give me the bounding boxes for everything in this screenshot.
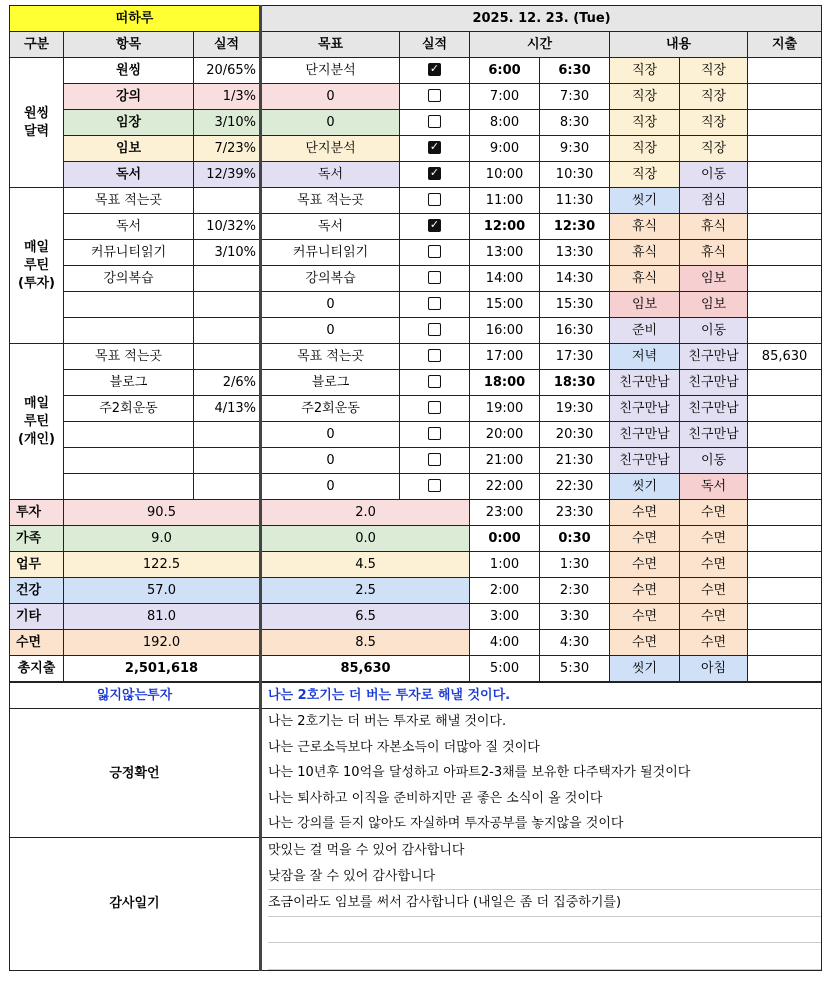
- schedule-row: [10, 84, 822, 110]
- done-checkbox[interactable]: [428, 271, 441, 284]
- content-first-half[interactable]: 저녁: [610, 344, 680, 370]
- col-expense-header: 지출: [748, 32, 822, 58]
- expense-cell[interactable]: [748, 188, 822, 214]
- expense-cell[interactable]: [748, 396, 822, 422]
- time-start: 4:00: [470, 630, 540, 656]
- done-checkbox[interactable]: [428, 453, 441, 466]
- time-end: 4:30: [540, 630, 610, 656]
- time-end: 0:30: [540, 526, 610, 552]
- goal-cell[interactable]: 0: [261, 292, 400, 318]
- content-second-half[interactable]: 이동: [680, 162, 748, 188]
- time-end: 9:30: [540, 136, 610, 162]
- category-group-label: 매일 루틴 (개인): [10, 344, 64, 500]
- habit-item[interactable]: [64, 474, 194, 500]
- time-start: 10:00: [470, 162, 540, 188]
- date-header-cell: [261, 6, 822, 32]
- summary-value[interactable]: 90.5: [64, 500, 261, 526]
- schedule-row: [10, 292, 822, 318]
- total-label: 총지출: [10, 656, 64, 682]
- expense-cell[interactable]: [748, 58, 822, 84]
- expense-cell[interactable]: [748, 110, 822, 136]
- habit-item[interactable]: 독서: [64, 214, 194, 240]
- time-end: 3:30: [540, 604, 610, 630]
- habit-result[interactable]: [194, 188, 261, 214]
- goal-cell[interactable]: 강의복습: [261, 266, 400, 292]
- content-first-half[interactable]: 수면: [610, 578, 680, 604]
- done-cell: [400, 266, 470, 292]
- expense-cell[interactable]: [748, 266, 822, 292]
- expense-cell[interactable]: [748, 474, 822, 500]
- content-first-half[interactable]: 직장: [610, 110, 680, 136]
- expense-cell[interactable]: 85,630: [748, 344, 822, 370]
- content-second-half[interactable]: 직장: [680, 84, 748, 110]
- content-second-half[interactable]: 수면: [680, 578, 748, 604]
- content-first-half[interactable]: 수면: [610, 526, 680, 552]
- expense-cell[interactable]: [748, 448, 822, 474]
- expense-cell[interactable]: [748, 552, 822, 578]
- time-end: 23:30: [540, 500, 610, 526]
- affirmation-line[interactable]: 나는 근로소득보다 자본소득이 더많아 질 것이다: [268, 739, 540, 755]
- time-start: 0:00: [470, 526, 540, 552]
- schedule-row: [10, 266, 822, 292]
- done-cell: [400, 370, 470, 396]
- expense-cell[interactable]: [748, 604, 822, 630]
- done-cell: [400, 448, 470, 474]
- habit-result[interactable]: 1/3%: [194, 84, 261, 110]
- content-first-half[interactable]: 준비: [610, 318, 680, 344]
- expense-cell[interactable]: [748, 578, 822, 604]
- time-end: 20:30: [540, 422, 610, 448]
- schedule-row: [10, 448, 822, 474]
- expense-cell[interactable]: [748, 136, 822, 162]
- done-checkbox[interactable]: [428, 245, 441, 258]
- summary-label: 업무: [10, 552, 64, 578]
- content-second-half[interactable]: 이동: [680, 448, 748, 474]
- goal-cell[interactable]: 0: [261, 448, 400, 474]
- done-checkbox[interactable]: ✓: [429, 218, 440, 231]
- schedule-row: [10, 344, 822, 370]
- schedule-row: [10, 630, 822, 656]
- time-start: 9:00: [470, 136, 540, 162]
- time-start: 14:00: [470, 266, 540, 292]
- gratitude-line[interactable]: 낮잠을 잘 수 있어 감사합니다: [268, 864, 821, 891]
- done-cell: [400, 318, 470, 344]
- content-second-half[interactable]: 독서: [680, 474, 748, 500]
- summary-label: 기타: [10, 604, 64, 630]
- habit-result[interactable]: [194, 292, 261, 318]
- col-result-header: 실적: [194, 32, 261, 58]
- expense-cell[interactable]: [748, 162, 822, 188]
- time-end: 11:30: [540, 188, 610, 214]
- content-second-half[interactable]: 친구만남: [680, 422, 748, 448]
- content-first-half[interactable]: 휴식: [610, 214, 680, 240]
- content-second-half[interactable]: 직장: [680, 110, 748, 136]
- time-end: 2:30: [540, 578, 610, 604]
- schedule-row: [10, 474, 822, 500]
- content-second-half[interactable]: 수면: [680, 526, 748, 552]
- investment-label: 잃지않는투자: [10, 683, 261, 709]
- summary-goal[interactable]: 2.0: [261, 500, 470, 526]
- expense-cell[interactable]: [748, 84, 822, 110]
- habit-result[interactable]: 4/13%: [194, 396, 261, 422]
- total-goal[interactable]: 85,630: [261, 656, 470, 682]
- done-checkbox[interactable]: [428, 427, 441, 440]
- affirmation-label: 긍정확언: [10, 709, 261, 838]
- done-checkbox[interactable]: [428, 323, 441, 336]
- content-second-half[interactable]: 수면: [680, 604, 748, 630]
- schedule-row: [10, 136, 822, 162]
- time-start: 13:00: [470, 240, 540, 266]
- goal-cell[interactable]: 0: [261, 474, 400, 500]
- time-end: 6:30: [540, 58, 610, 84]
- content-second-half[interactable]: 점심: [680, 188, 748, 214]
- habit-result[interactable]: 10/32%: [194, 214, 261, 240]
- investment-statement[interactable]: 나는 2호기는 더 버는 투자로 해낼 것이다.: [261, 683, 822, 709]
- time-start: 1:00: [470, 552, 540, 578]
- content-first-half[interactable]: 임보: [610, 292, 680, 318]
- content-first-half[interactable]: 직장: [610, 136, 680, 162]
- habit-result[interactable]: [194, 422, 261, 448]
- content-first-half[interactable]: 친구만남: [610, 422, 680, 448]
- time-start: 6:00: [470, 58, 540, 84]
- done-checkbox[interactable]: [428, 479, 441, 492]
- expense-cell[interactable]: [748, 240, 822, 266]
- gratitude-line[interactable]: [268, 917, 821, 944]
- done-checkbox[interactable]: [428, 89, 441, 102]
- content-first-half[interactable]: 수면: [610, 604, 680, 630]
- goal-cell[interactable]: 0: [261, 422, 400, 448]
- content-first-half[interactable]: 직장: [610, 58, 680, 84]
- content-second-half[interactable]: 수면: [680, 630, 748, 656]
- planner-table: [9, 5, 822, 682]
- expense-cell[interactable]: [748, 370, 822, 396]
- time-start: 23:00: [470, 500, 540, 526]
- time-start: 12:00: [470, 214, 540, 240]
- col-content-header: 내용: [610, 32, 748, 58]
- habit-item[interactable]: 주2회운동: [64, 396, 194, 422]
- summary-label: 건강: [10, 578, 64, 604]
- time-end: 14:30: [540, 266, 610, 292]
- content-second-half[interactable]: 휴식: [680, 240, 748, 266]
- col-time-header: 시간: [470, 32, 610, 58]
- time-start: 22:00: [470, 474, 540, 500]
- habit-result[interactable]: 7/23%: [194, 136, 261, 162]
- schedule-row: [10, 110, 822, 136]
- content-second-half[interactable]: 임보: [680, 292, 748, 318]
- schedule-row: [10, 396, 822, 422]
- content-first-half[interactable]: 수면: [610, 630, 680, 656]
- expense-cell[interactable]: [748, 656, 822, 682]
- planner-title-cell: [10, 6, 261, 32]
- done-cell: [400, 292, 470, 318]
- time-start: 7:00: [470, 84, 540, 110]
- gratitude-line[interactable]: 조금이라도 임보를 써서 감사합니다 (내일은 좀 더 집중하기를): [268, 890, 821, 917]
- goal-cell[interactable]: 0: [261, 84, 400, 110]
- schedule-row: [10, 500, 822, 526]
- habit-item[interactable]: 원씽: [64, 58, 194, 84]
- time-start: 19:00: [470, 396, 540, 422]
- col-done-header: 실적: [400, 32, 470, 58]
- affirmation-line[interactable]: 나는 퇴사하고 이직을 준비하지만 곧 좋은 소식이 올 것이다: [268, 790, 603, 806]
- habit-item[interactable]: 임장: [64, 110, 194, 136]
- done-checkbox[interactable]: ✓: [429, 62, 440, 75]
- habit-result[interactable]: 20/65%: [194, 58, 261, 84]
- category-group-label: 원씽 달력: [10, 58, 64, 188]
- content-first-half[interactable]: 수면: [610, 552, 680, 578]
- time-start: 17:00: [470, 344, 540, 370]
- expense-cell[interactable]: [748, 292, 822, 318]
- expense-cell[interactable]: [748, 526, 822, 552]
- habit-item[interactable]: [64, 292, 194, 318]
- schedule-row: [10, 656, 822, 682]
- done-cell: [400, 396, 470, 422]
- content-first-half[interactable]: 휴식: [610, 240, 680, 266]
- daily-planner-sheet: [9, 5, 821, 971]
- content-first-half[interactable]: 씻기: [610, 656, 680, 682]
- content-second-half[interactable]: 아침: [680, 656, 748, 682]
- done-cell: [400, 214, 470, 240]
- col-item-header: 항목: [64, 32, 194, 58]
- time-start: 2:00: [470, 578, 540, 604]
- schedule-row: [10, 422, 822, 448]
- habit-result[interactable]: [194, 266, 261, 292]
- schedule-row: [10, 318, 822, 344]
- col-goal-header: 목표: [261, 32, 400, 58]
- time-start: 5:00: [470, 656, 540, 682]
- time-end: 22:30: [540, 474, 610, 500]
- goal-cell[interactable]: 단지분석: [261, 136, 400, 162]
- content-second-half[interactable]: 휴식: [680, 214, 748, 240]
- content-second-half[interactable]: 직장: [680, 58, 748, 84]
- time-start: 3:00: [470, 604, 540, 630]
- goal-cell[interactable]: 목표 적는곳: [261, 344, 400, 370]
- content-first-half[interactable]: 직장: [610, 84, 680, 110]
- content-second-half[interactable]: 수면: [680, 500, 748, 526]
- done-checkbox[interactable]: [428, 193, 441, 206]
- habit-result[interactable]: 2/6%: [194, 370, 261, 396]
- done-cell: [400, 84, 470, 110]
- done-checkbox[interactable]: [428, 297, 441, 310]
- content-first-half[interactable]: 씻기: [610, 474, 680, 500]
- goal-cell[interactable]: 블로그: [261, 370, 400, 396]
- content-second-half[interactable]: 친구만남: [680, 370, 748, 396]
- schedule-row: [10, 188, 822, 214]
- done-checkbox[interactable]: [428, 349, 441, 362]
- habit-item[interactable]: [64, 318, 194, 344]
- time-end: 5:30: [540, 656, 610, 682]
- habit-item[interactable]: 목표 적는곳: [64, 344, 194, 370]
- done-checkbox[interactable]: ✓: [429, 140, 440, 153]
- time-end: 17:30: [540, 344, 610, 370]
- habit-item[interactable]: 블로그: [64, 370, 194, 396]
- affirmation-list[interactable]: [261, 709, 822, 838]
- habit-result[interactable]: 3/10%: [194, 110, 261, 136]
- time-end: 7:30: [540, 84, 610, 110]
- gratitude-list[interactable]: [261, 838, 822, 971]
- goal-cell[interactable]: 주2회운동: [261, 396, 400, 422]
- time-end: 12:30: [540, 214, 610, 240]
- schedule-row: [10, 552, 822, 578]
- time-start: 15:00: [470, 292, 540, 318]
- schedule-row: [10, 240, 822, 266]
- schedule-row: [10, 604, 822, 630]
- affirmation-line[interactable]: 나는 강의를 듣지 않아도 자실하며 투자공부를 놓지않을 것이다: [268, 816, 624, 832]
- done-checkbox[interactable]: [428, 115, 441, 128]
- content-first-half[interactable]: 친구만남: [610, 396, 680, 422]
- expense-cell[interactable]: [748, 422, 822, 448]
- habit-item[interactable]: 강의복습: [64, 266, 194, 292]
- done-checkbox[interactable]: [428, 375, 441, 388]
- goal-cell[interactable]: 커뮤니티읽기: [261, 240, 400, 266]
- time-end: 15:30: [540, 292, 610, 318]
- content-second-half[interactable]: 이동: [680, 318, 748, 344]
- done-cell: [400, 474, 470, 500]
- done-cell: [400, 344, 470, 370]
- expense-cell[interactable]: [748, 214, 822, 240]
- done-cell: [400, 240, 470, 266]
- habit-item[interactable]: 독서: [64, 162, 194, 188]
- summary-goal[interactable]: 2.5: [261, 578, 470, 604]
- time-end: 21:30: [540, 448, 610, 474]
- col-category-header: 구분: [10, 32, 64, 58]
- habit-result[interactable]: [194, 344, 261, 370]
- time-end: 16:30: [540, 318, 610, 344]
- summary-value[interactable]: 57.0: [64, 578, 261, 604]
- summary-goal[interactable]: 6.5: [261, 604, 470, 630]
- content-first-half[interactable]: 직장: [610, 162, 680, 188]
- content-first-half[interactable]: 씻기: [610, 188, 680, 214]
- habit-result[interactable]: [194, 474, 261, 500]
- time-end: 10:30: [540, 162, 610, 188]
- summary-value[interactable]: 122.5: [64, 552, 261, 578]
- content-first-half[interactable]: 친구만남: [610, 370, 680, 396]
- done-cell: [400, 58, 470, 84]
- habit-result[interactable]: [194, 318, 261, 344]
- schedule-row: [10, 526, 822, 552]
- time-end: 18:30: [540, 370, 610, 396]
- expense-cell[interactable]: [748, 500, 822, 526]
- done-cell: [400, 162, 470, 188]
- summary-value[interactable]: 9.0: [64, 526, 261, 552]
- habit-result[interactable]: 12/39%: [194, 162, 261, 188]
- time-start: 11:00: [470, 188, 540, 214]
- done-cell: [400, 136, 470, 162]
- done-checkbox[interactable]: [428, 401, 441, 414]
- time-end: 13:30: [540, 240, 610, 266]
- time-end: 19:30: [540, 396, 610, 422]
- content-second-half[interactable]: 수면: [680, 552, 748, 578]
- schedule-row: [10, 214, 822, 240]
- summary-goal[interactable]: 8.5: [261, 630, 470, 656]
- affirmation-line[interactable]: 나는 2호기는 더 버는 투자로 해낼 것이다.: [268, 714, 507, 730]
- habit-item[interactable]: 커뮤니티읽기: [64, 240, 194, 266]
- schedule-row: [10, 162, 822, 188]
- content-first-half[interactable]: 친구만남: [610, 448, 680, 474]
- date-header: 2025. 12. 23. (Tue): [472, 11, 611, 26]
- goal-cell[interactable]: 0: [261, 110, 400, 136]
- planner-title: 떠하루: [115, 11, 154, 26]
- done-cell: [400, 110, 470, 136]
- done-checkbox[interactable]: ✓: [429, 166, 440, 179]
- summary-label: 수면: [10, 630, 64, 656]
- content-second-half[interactable]: 직장: [680, 136, 748, 162]
- affirmation-line[interactable]: 나는 10년후 10억을 달성하고 아파트2-3채를 보유한 다주택자가 될것이다: [268, 765, 691, 781]
- schedule-row: [10, 578, 822, 604]
- time-end: 1:30: [540, 552, 610, 578]
- time-end: 8:30: [540, 110, 610, 136]
- total-value[interactable]: 2,501,618: [64, 656, 261, 682]
- goal-cell[interactable]: 독서: [261, 162, 400, 188]
- content-second-half[interactable]: 친구만남: [680, 396, 748, 422]
- footer-table: [9, 682, 822, 971]
- schedule-row: [10, 370, 822, 396]
- done-cell: [400, 188, 470, 214]
- time-start: 18:00: [470, 370, 540, 396]
- habit-result[interactable]: 3/10%: [194, 240, 261, 266]
- category-group-label: 매일 루틴 (투자): [10, 188, 64, 344]
- summary-label: 가족: [10, 526, 64, 552]
- habit-item[interactable]: 임보: [64, 136, 194, 162]
- summary-value[interactable]: 81.0: [64, 604, 261, 630]
- summary-goal[interactable]: 4.5: [261, 552, 470, 578]
- goal-cell[interactable]: 독서: [261, 214, 400, 240]
- schedule-row: [10, 58, 822, 84]
- habit-item[interactable]: 강의: [64, 84, 194, 110]
- goal-cell[interactable]: 단지분석: [261, 58, 400, 84]
- content-second-half[interactable]: 임보: [680, 266, 748, 292]
- summary-goal[interactable]: 0.0: [261, 526, 470, 552]
- goal-cell[interactable]: 0: [261, 318, 400, 344]
- summary-value[interactable]: 192.0: [64, 630, 261, 656]
- time-start: 21:00: [470, 448, 540, 474]
- habit-result[interactable]: [194, 448, 261, 474]
- time-start: 8:00: [470, 110, 540, 136]
- gratitude-line[interactable]: 맛있는 걸 먹을 수 있어 감사합니다: [268, 843, 465, 858]
- content-first-half[interactable]: 휴식: [610, 266, 680, 292]
- time-start: 20:00: [470, 422, 540, 448]
- expense-cell[interactable]: [748, 630, 822, 656]
- habit-item[interactable]: 목표 적는곳: [64, 188, 194, 214]
- expense-cell[interactable]: [748, 318, 822, 344]
- time-start: 16:00: [470, 318, 540, 344]
- done-cell: [400, 422, 470, 448]
- gratitude-label: 감사일기: [10, 838, 261, 971]
- habit-item[interactable]: [64, 448, 194, 474]
- summary-label: 투자: [10, 500, 64, 526]
- goal-cell[interactable]: 목표 적는곳: [261, 188, 400, 214]
- content-second-half[interactable]: 친구만남: [680, 344, 748, 370]
- habit-item[interactable]: [64, 422, 194, 448]
- gratitude-line[interactable]: [268, 943, 821, 970]
- content-first-half[interactable]: 수면: [610, 500, 680, 526]
